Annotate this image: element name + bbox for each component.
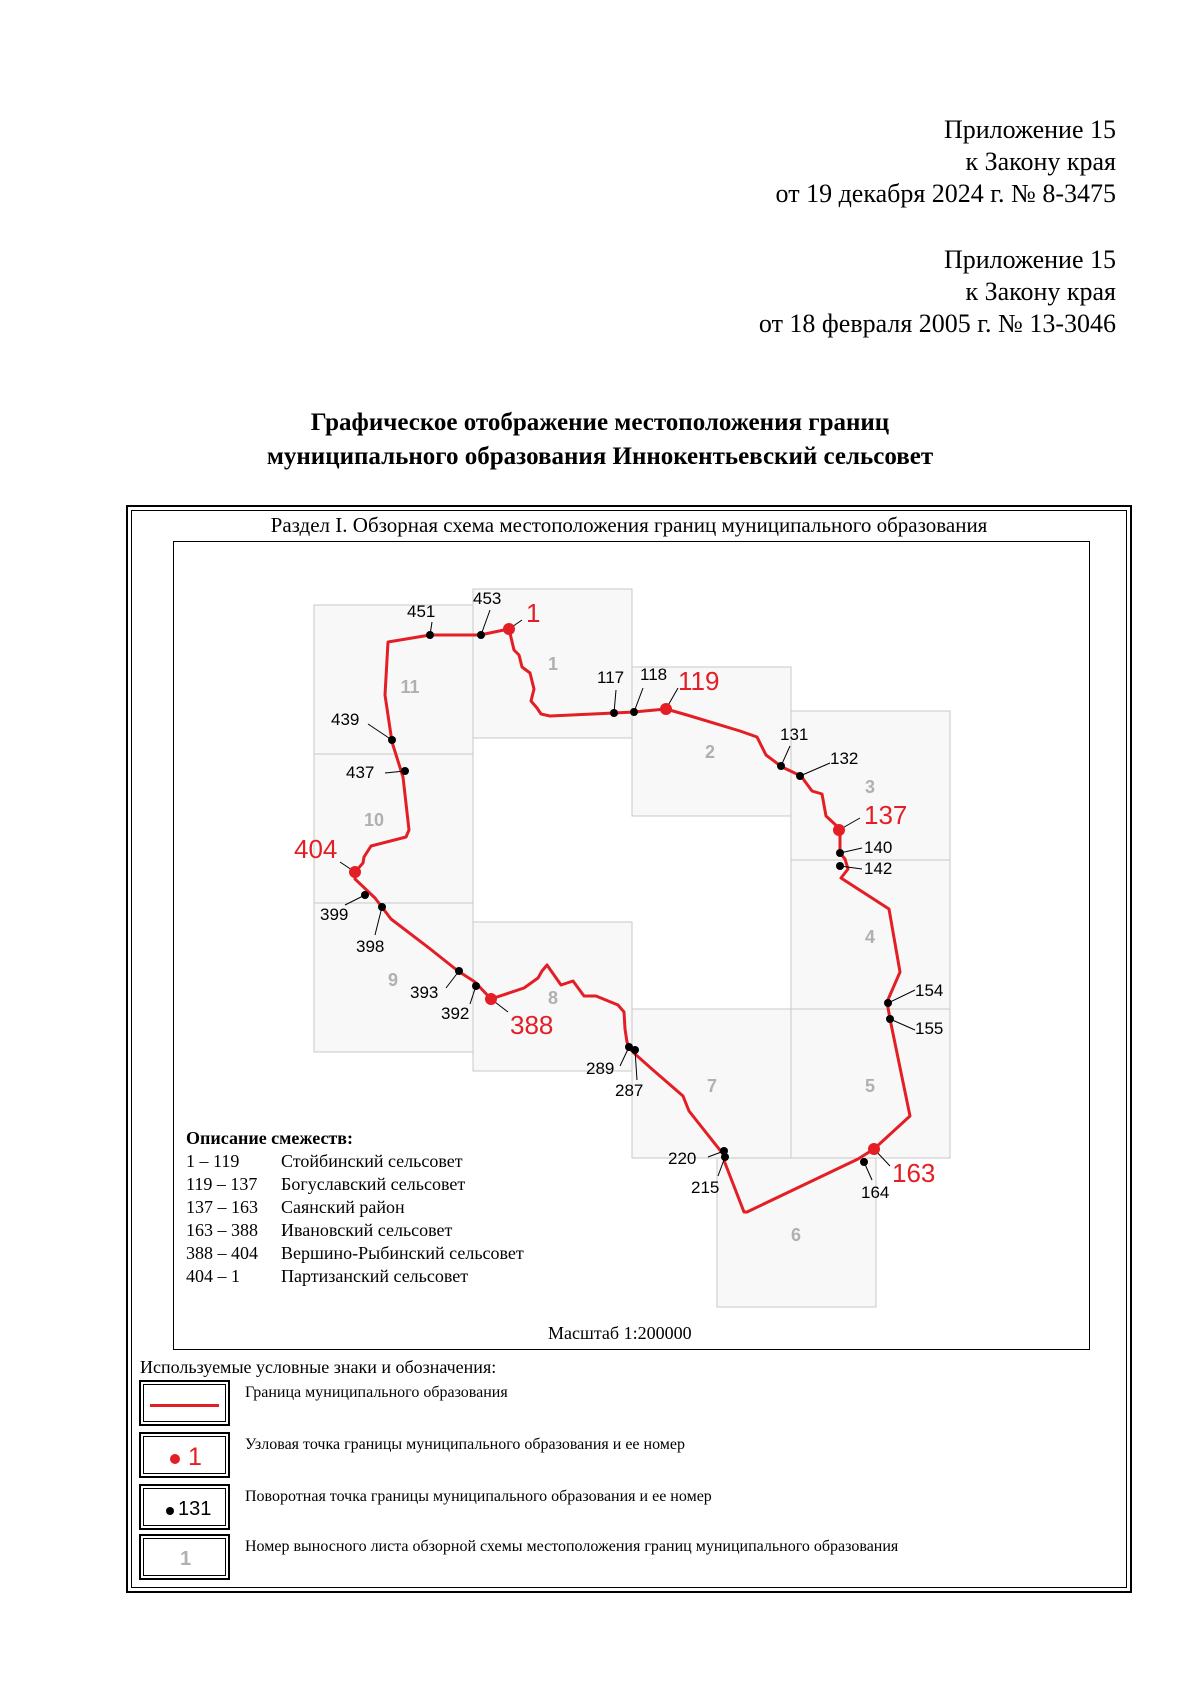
turn-point-label: 439: [331, 710, 360, 729]
sheet-number-label: 8: [547, 988, 559, 1008]
adjacency-row: [186, 1150, 524, 1173]
sheet-number-label: 3: [864, 777, 876, 797]
node-point-label: 119: [678, 666, 720, 696]
sheet-number-label: 11: [400, 677, 420, 697]
node-point-symbol: [170, 1454, 180, 1464]
turn-point-label: 453: [473, 589, 502, 608]
adjacency-range: 388 – 404: [186, 1243, 258, 1263]
header-line: Приложение 15: [943, 115, 1116, 144]
adjacency-row: [186, 1242, 524, 1265]
adjacency-name: Ивановский сельсовет: [281, 1220, 453, 1240]
adjacency-name: Саянский район: [281, 1197, 405, 1217]
turn-point-label: 132: [830, 749, 859, 768]
title-line-2: муниципального образования Иннокентьевский сельсовет: [266, 443, 934, 470]
node-point-163-marker: [868, 1143, 880, 1155]
adjacency-heading: Описание смежеств:: [186, 1128, 353, 1148]
turn-point-label: 140: [864, 838, 893, 857]
turn-point-label: 131: [780, 725, 809, 744]
node-point-label: 137: [864, 800, 908, 830]
adjacency-description: [186, 1127, 524, 1288]
legend-sample-label: 1: [188, 1443, 202, 1471]
node-point-label: 388: [510, 1010, 554, 1040]
sheet-number-label: 4: [864, 927, 876, 947]
turn-point-label: 118: [640, 665, 668, 684]
turn-point-label: 392: [441, 1004, 470, 1023]
sheet-number-label: 6: [790, 1225, 802, 1245]
sheet-number-label: 5: [864, 1076, 876, 1096]
turn-point-label: 154: [915, 981, 944, 1000]
turn-point-label: 289: [586, 1059, 615, 1078]
adjacency-row: [186, 1265, 524, 1288]
section-title: Раздел I. Обзорная схема местоположения границ муниципального образования: [270, 513, 988, 537]
turn-point-label: 437: [346, 763, 375, 782]
turn-point-label: 393: [410, 983, 439, 1002]
turn-point-label: 155: [915, 1019, 944, 1038]
sheet-number-label: 9: [387, 970, 399, 990]
legend-sample-node: [139, 1432, 230, 1478]
header-line: от 19 декабря 2024 г. № 8-3475: [775, 179, 1116, 208]
sheet-number-label: 2: [704, 742, 716, 762]
adjacency-name: Богуславский сельсовет: [281, 1174, 466, 1194]
turn-point-symbol: [166, 1507, 174, 1515]
legend-sample-sheet: [139, 1534, 230, 1580]
node-point-label: 163: [892, 1158, 936, 1188]
turn-point-label: 164: [861, 1183, 890, 1202]
adjacency-range: 137 – 163: [186, 1197, 258, 1217]
adjacency-row: [186, 1196, 524, 1219]
node-point-label: 404: [294, 834, 338, 864]
node-point-1-marker: [503, 623, 515, 635]
adjacency-range: 163 – 388: [186, 1220, 258, 1240]
legend-sample-label: 131: [178, 1498, 212, 1520]
legend-sample-turn: [139, 1484, 230, 1530]
turn-point-label: 215: [691, 1178, 720, 1197]
boundary-line-symbol: [150, 1404, 219, 1407]
legend-text: Поворотная точка границы муниципального образования и ее номер: [245, 1488, 712, 1505]
sheet-number-label: 1: [547, 654, 559, 674]
adjacency-range: 404 – 1: [186, 1266, 240, 1286]
header-line: Приложение 15: [943, 245, 1116, 274]
adjacency-range: 1 – 119: [186, 1151, 240, 1171]
header-line: к Закону края: [965, 277, 1116, 306]
node-point-119-marker: [660, 703, 672, 715]
header-line: от 18 февраля 2005 г. № 13-3046: [758, 309, 1116, 338]
adjacency-name: Партизанский сельсовет: [281, 1266, 469, 1286]
legend-text: Узловая точка границы муниципального образования и ее номер: [245, 1436, 686, 1453]
adjacency-name: Стойбинский сельсовет: [281, 1151, 463, 1171]
turn-point-label: 399: [320, 905, 349, 924]
turn-point-label: 142: [864, 859, 893, 878]
sheet-11-frame: [314, 605, 473, 754]
adjacency-row: [186, 1173, 524, 1196]
node-point-137-marker: [833, 824, 845, 836]
turn-point-label: 398: [356, 937, 385, 956]
sheet-number-label: 10: [363, 810, 385, 830]
turn-point-label: 117: [597, 668, 625, 687]
legend-text: Граница муниципального образования: [245, 1384, 508, 1401]
node-point-label: 1: [526, 598, 541, 628]
turn-point-label: 451: [407, 602, 436, 621]
turn-point-label: 287: [615, 1081, 644, 1100]
legend-text: Номер выносного листа обзорной схемы местоположения границ муниципального образования: [245, 1538, 899, 1555]
map-scale: Масштаб 1:200000: [548, 1323, 692, 1343]
sheet-number-label: 7: [706, 1076, 718, 1096]
adjacency-name: Вершино-Рыбинский сельсовет: [281, 1243, 524, 1263]
turn-point-label: 220: [668, 1149, 697, 1168]
sheet-10-frame: [314, 754, 473, 903]
node-point-404-marker: [349, 866, 361, 878]
adjacency-row: [186, 1219, 524, 1242]
title-line-1: Графическое отображение местоположения границ: [310, 409, 890, 436]
legend-title: Используемые условные знаки и обозначения:: [140, 1357, 497, 1377]
legend-sample-boundary: [139, 1380, 230, 1426]
node-point-388-marker: [485, 993, 497, 1005]
adjacency-range: 119 – 137: [186, 1174, 258, 1194]
legend-sample-label: 1: [180, 1548, 192, 1570]
header-line: к Закону края: [965, 147, 1116, 176]
